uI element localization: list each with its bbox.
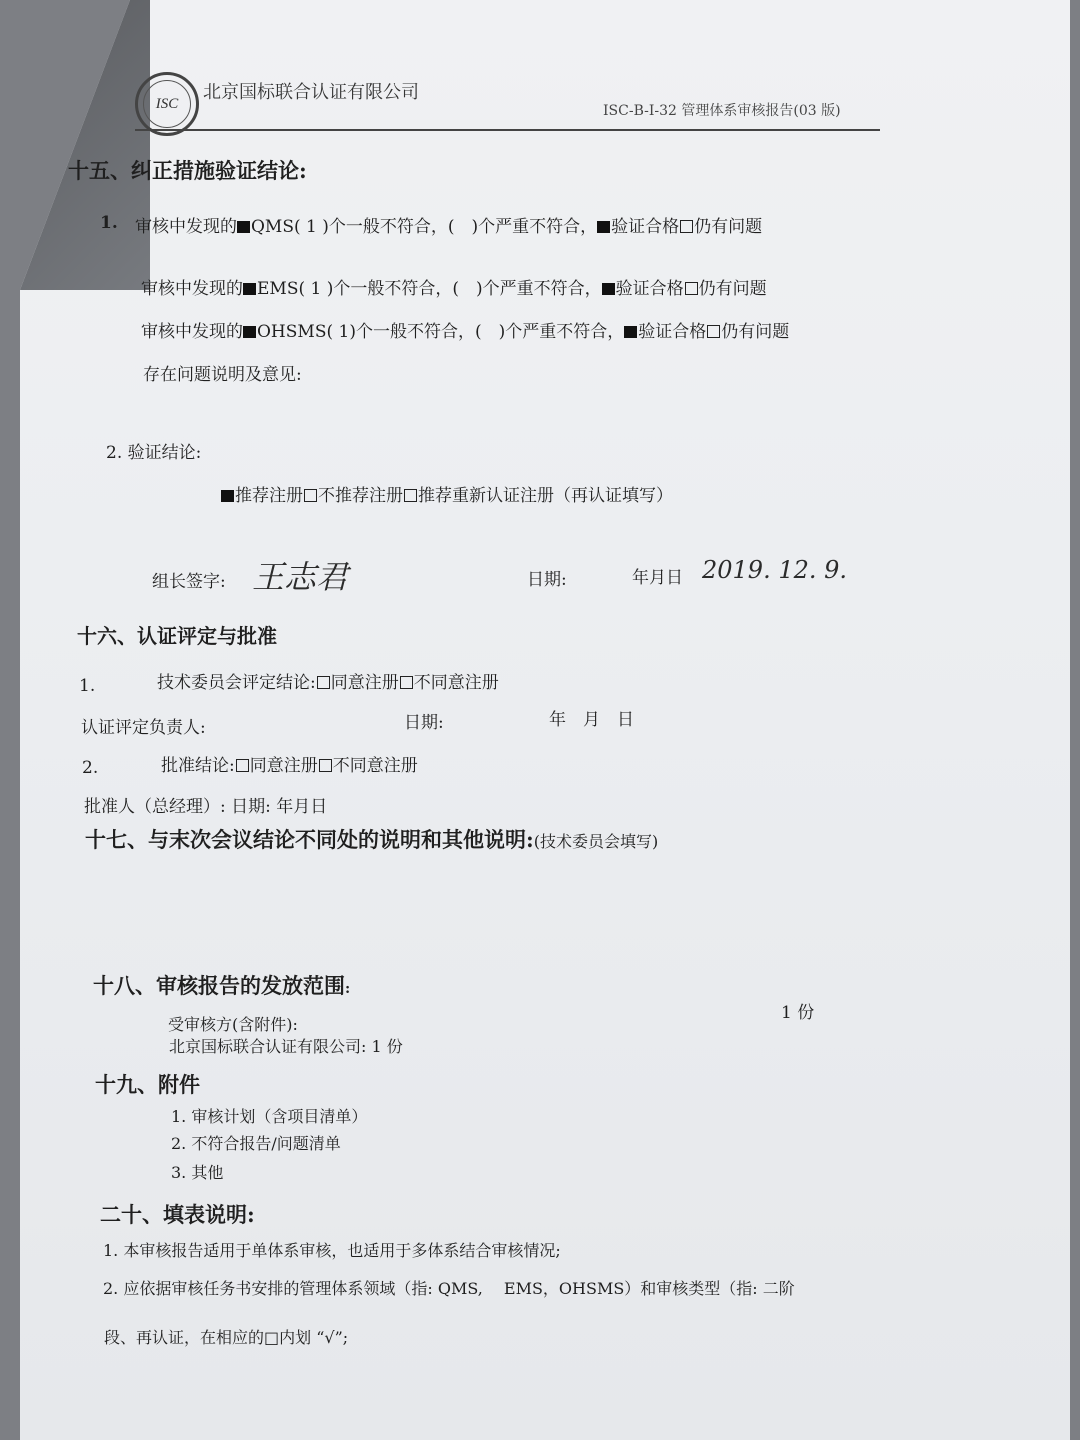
- recipient-company: 北京国标联合认证有限公司: 1 份: [169, 1037, 403, 1056]
- approval-conclusion: [161, 751, 418, 776]
- document-number: ISC-B-I-32 管理体系审核报告(03 版): [603, 103, 841, 119]
- handwritten-date: 2019. 12. 9.: [702, 556, 848, 584]
- date-ymd-label: 年月日: [632, 568, 683, 588]
- section-17-heading: 十七、与末次会议结论不同处的说明和其他说明:: [85, 827, 534, 852]
- approver-line: 批准人（总经理）: 日期: 年月日: [84, 797, 328, 817]
- not-recommend-label: 不推荐注册: [318, 486, 403, 506]
- section-16-title: 十六、认证评定与批准: [77, 624, 277, 648]
- ems-prefix: 审核中发现的: [141, 279, 243, 299]
- folded-corner: [20, 0, 150, 290]
- issue-description-label: 存在问题说明及意见:: [143, 365, 302, 385]
- evaluation-date-label: 日期:: [404, 713, 444, 733]
- ems-checkbox-checked[interactable]: [243, 283, 256, 295]
- logo-text: ISC: [155, 95, 179, 112]
- ohsms-issue-checkbox[interactable]: [707, 325, 720, 338]
- section-19-title: 十九、附件: [95, 1072, 200, 1097]
- qms-checkbox-checked[interactable]: [237, 221, 250, 233]
- approve-agree-checkbox[interactable]: [236, 759, 249, 772]
- approve-disagree-checkbox[interactable]: [319, 759, 332, 772]
- recipient-auditee: 受审核方(含附件):: [168, 1015, 298, 1034]
- ohsms-text: OHSMS( 1)个一般不符合，( )个严重不符合，: [257, 322, 625, 342]
- leader-signature-label: 组长签字:: [152, 572, 226, 592]
- ohsms-issue-label: 仍有问题: [721, 322, 790, 342]
- agree-register-checkbox[interactable]: [317, 676, 330, 689]
- qms-issue-label: 仍有问题: [694, 217, 763, 237]
- section-18-title: [93, 970, 350, 1000]
- attachment-item: 1. 审核计划（含项目清单）: [171, 1107, 368, 1126]
- approve-agree-label: 同意注册: [249, 756, 318, 776]
- recommend-register-label: 推荐注册: [235, 486, 303, 506]
- ems-text: EMS( 1 )个一般不符合，( )个严重不符合，: [257, 279, 602, 299]
- agree-label: 同意注册: [330, 673, 399, 693]
- instruction-3: 段、再认证，在相应的□内划 “√”;: [104, 1328, 349, 1347]
- section-18-suffix: :: [345, 981, 351, 997]
- section-15-title: 十五、纠正措施验证结论:: [68, 158, 307, 183]
- ems-issue-checkbox[interactable]: [685, 282, 698, 295]
- recommendation-options: [221, 481, 673, 506]
- disagree-register-checkbox[interactable]: [400, 676, 413, 689]
- item-1-number-s16: 1.: [79, 676, 96, 696]
- qms-line: [135, 212, 762, 237]
- committee-conclusion: [157, 668, 499, 693]
- section-17-note: (技术委员会填写): [533, 832, 659, 851]
- approve-disagree-label: 不同意注册: [332, 756, 418, 776]
- leader-signature: 王志君: [252, 558, 349, 596]
- ohsms-pass-label: 验证合格: [638, 322, 707, 342]
- ohsms-checkbox-checked[interactable]: [243, 326, 256, 338]
- qms-text: QMS( 1 )个一般不符合，( )个严重不符合，: [251, 217, 598, 237]
- recertify-checkbox[interactable]: [404, 489, 417, 502]
- recommend-register-checkbox-checked[interactable]: [221, 490, 234, 502]
- verification-conclusion-label: 2. 验证结论:: [106, 443, 202, 463]
- section-20-title: 二十、填表说明:: [100, 1202, 255, 1227]
- recertify-label: 推荐重新认证注册（再认证填写）: [418, 486, 673, 506]
- ohsms-pass-checkbox-checked[interactable]: [624, 326, 637, 338]
- section-17-title: [85, 824, 658, 854]
- not-recommend-checkbox[interactable]: [304, 489, 317, 502]
- qms-prefix: 审核中发现的: [135, 217, 237, 237]
- approval-label: 批准结论:: [161, 756, 235, 776]
- company-name: 北京国标联合认证有限公司: [203, 82, 419, 103]
- ohsms-line: [141, 317, 789, 342]
- evaluation-ymd: 年 月 日: [549, 710, 634, 730]
- instruction-2: 2. 应依据审核任务书安排的管理体系领域（指: QMS, EMS，OHSMS）和审核类型（指: 二阶: [103, 1279, 795, 1298]
- ems-line: [141, 274, 767, 299]
- date-label: 日期:: [527, 570, 567, 590]
- attachment-item: 2. 不符合报告/问题清单: [171, 1134, 341, 1153]
- header-divider: [135, 129, 880, 131]
- committee-label: 技术委员会评定结论:: [157, 673, 316, 693]
- evaluation-owner-label: 认证评定负责人:: [81, 718, 206, 738]
- item-1-number: 1.: [100, 213, 118, 233]
- company-logo: [135, 72, 199, 136]
- qms-issue-checkbox[interactable]: [680, 220, 693, 233]
- ems-issue-label: 仍有问题: [698, 279, 767, 299]
- ohsms-prefix: 审核中发现的: [141, 322, 243, 342]
- section-18-heading: 十八、审核报告的发放范围: [93, 973, 345, 998]
- attachment-item: 3. 其他: [171, 1163, 224, 1182]
- qms-pass-checkbox-checked[interactable]: [597, 221, 610, 233]
- item-2-number-s16: 2.: [82, 758, 99, 778]
- disagree-label: 不同意注册: [413, 673, 499, 693]
- instruction-1: 1. 本审核报告适用于单体系审核，也适用于多体系结合审核情况;: [103, 1241, 561, 1260]
- ems-pass-label: 验证合格: [615, 279, 684, 299]
- recipient-copies: 1 份: [781, 1003, 815, 1023]
- qms-pass-label: 验证合格: [611, 217, 680, 237]
- ems-pass-checkbox-checked[interactable]: [602, 283, 615, 295]
